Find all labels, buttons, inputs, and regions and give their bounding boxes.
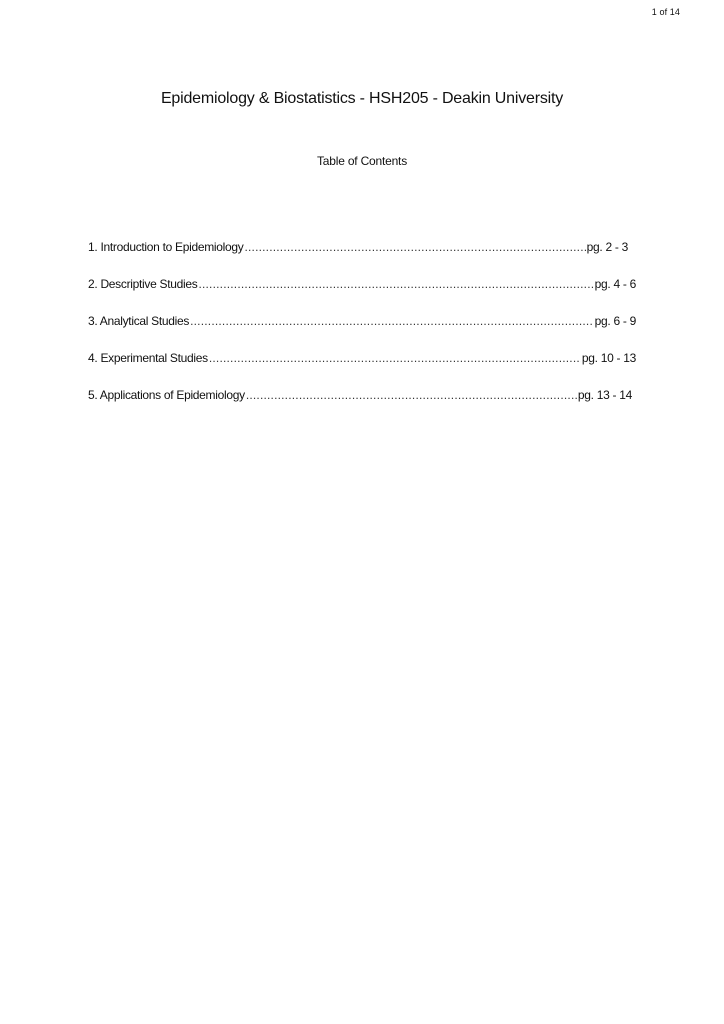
toc-entry-pages: pg. 2 - 3	[586, 240, 628, 254]
toc-entry-pages: pg. 13 - 14	[577, 388, 632, 402]
document-title: Epidemiology & Biostatistics - HSH205 - Deakin University	[160, 90, 564, 107]
toc-entry-introduction[interactable]	[88, 240, 628, 277]
toc-entry-label: 1. Introduction to Epidemiology	[88, 240, 244, 254]
toc-entry-label: 2. Descriptive Studies	[88, 277, 198, 291]
toc-entry-pages: pg. 6 - 9	[594, 314, 636, 328]
toc-dot-leader	[190, 314, 594, 328]
toc-entry-pages: pg. 10 - 13	[581, 351, 636, 365]
toc-entry-label: 4. Experimental Studies	[88, 351, 208, 365]
toc-entry-applications[interactable]	[88, 388, 632, 425]
toc-entry-pages: pg. 4 - 6	[594, 277, 636, 291]
toc-entry-label: 5. Applications of Epidemiology	[88, 388, 245, 402]
toc-heading: Table of Contents	[317, 154, 407, 168]
toc-dot-leader	[244, 240, 585, 254]
toc-entry-analytical-studies[interactable]	[88, 314, 636, 351]
toc-dot-leader	[198, 277, 593, 291]
toc-dot-leader	[246, 388, 577, 402]
toc-entry-descriptive-studies[interactable]	[88, 277, 636, 314]
toc-entry-label: 3. Analytical Studies	[88, 314, 190, 328]
page-number: 1 of 14	[651, 7, 680, 17]
table-of-contents	[88, 240, 636, 425]
toc-entry-experimental-studies[interactable]	[88, 351, 636, 388]
toc-dot-leader	[209, 351, 581, 365]
